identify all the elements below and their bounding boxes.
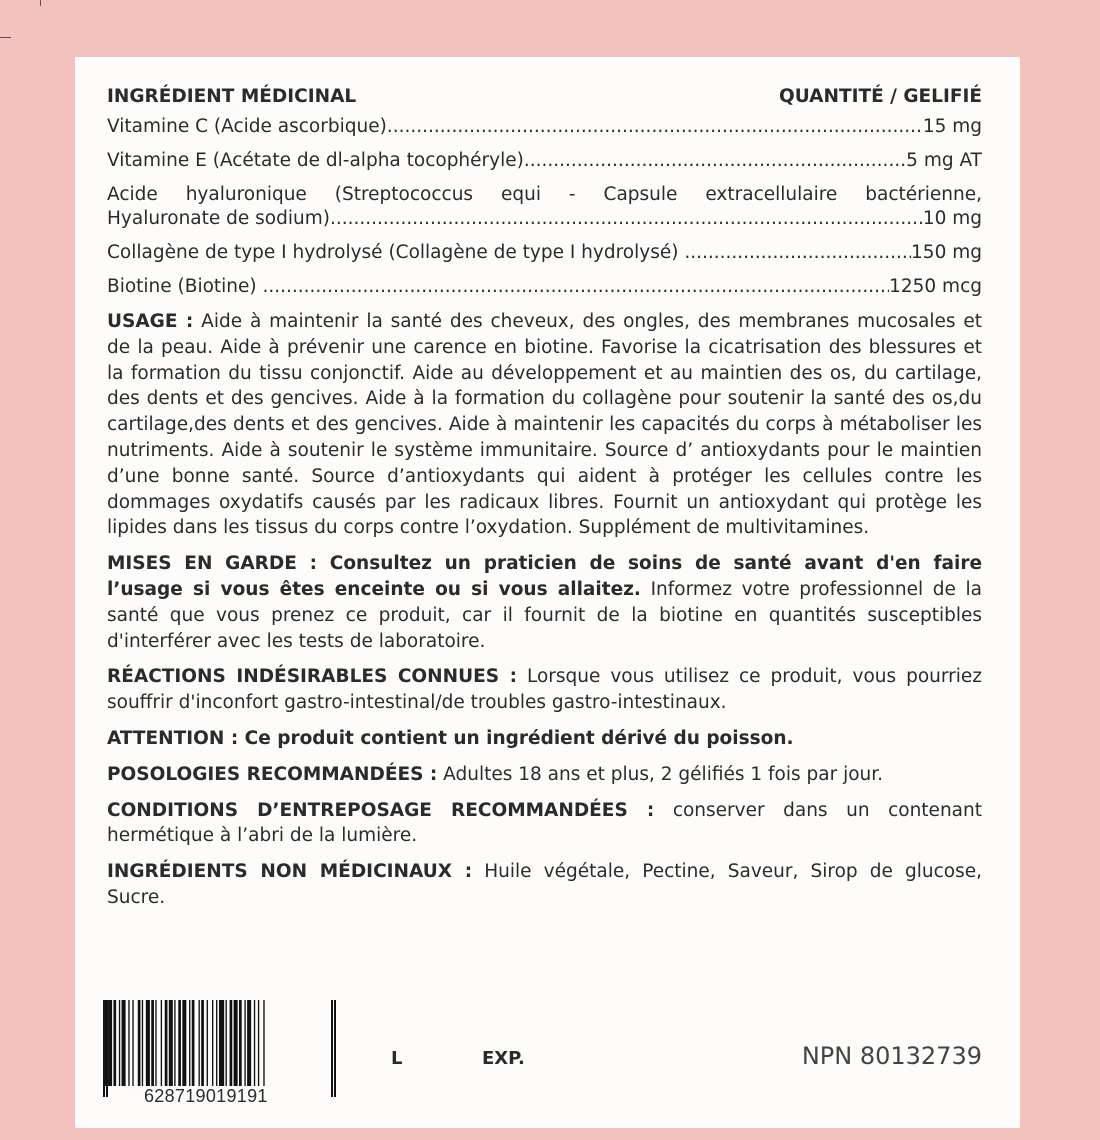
leader-dots xyxy=(263,275,890,299)
label-footer xyxy=(102,1000,982,1110)
storage-section xyxy=(107,798,982,850)
barcode-bar xyxy=(212,1000,213,1086)
non-medicinal-section xyxy=(107,859,982,911)
reactions-section xyxy=(107,664,982,716)
reactions-label: RÉACTIONS INDÉSIRABLES CONNUES : xyxy=(107,666,518,688)
barcode-number: 628719019191 xyxy=(144,1086,268,1106)
barcode-guard-bar xyxy=(219,1000,221,1097)
product-label-panel xyxy=(75,57,1020,1128)
barcode-bar xyxy=(239,1000,242,1086)
npn-number: NPN 80132739 xyxy=(801,1042,982,1070)
leader-dots xyxy=(387,115,923,139)
warnings-label: MISES EN GARDE : Consultez un praticien de soins de santé avant d'en faire l’usage si vous êtes enceinte ou si vous allaitez. xyxy=(107,553,982,600)
barcode-bar xyxy=(113,1000,116,1086)
ingredient-name: Hyaluronate de sodium) xyxy=(107,208,330,229)
non-medicinal-label: INGRÉDIENTS NON MÉDICINAUX : xyxy=(107,861,473,883)
ingredient-name: Vitamine C (Acide ascorbique) xyxy=(107,116,387,137)
reactions-text: Lorsque vous utilisez ce produit, vous pourriez souffrir d'inconfort gastro-intestinal/de troubles gastro-intestinaux. xyxy=(107,666,982,714)
barcode-bar xyxy=(207,1000,208,1086)
warnings-section xyxy=(107,551,982,654)
barcode-guard-bar xyxy=(222,1000,224,1097)
ingredient-row-biotin xyxy=(107,275,982,299)
leader-dots xyxy=(330,207,923,231)
storage-text: conserver dans un contenant hermétique à l’abri de la lumière. xyxy=(107,799,982,847)
barcode-bar xyxy=(142,1000,143,1086)
expiry-label: EXP. xyxy=(482,1048,525,1069)
barcode-bar xyxy=(146,1000,150,1086)
attention-section xyxy=(107,726,982,752)
attention-label: ATTENTION : Ce produit contient un ingrédient dérivé du poisson. xyxy=(107,727,794,749)
barcode-bar xyxy=(254,1000,255,1086)
ingredient-quantity: 150 mg xyxy=(911,242,982,263)
barcode-bar xyxy=(247,1000,251,1086)
barcode-bar xyxy=(216,1000,217,1086)
barcode-bar xyxy=(174,1000,175,1086)
usage-section xyxy=(107,309,982,541)
usage-label: USAGE : xyxy=(107,311,194,332)
lot-label: L xyxy=(391,1048,403,1069)
header-quantity: QUANTITÉ / GELIFIÉ xyxy=(778,86,982,107)
barcode-bar xyxy=(161,1000,162,1086)
ingredient-quantity: 15 mg xyxy=(922,116,982,137)
barcode-bar xyxy=(138,1000,141,1086)
barcode-bar xyxy=(128,1000,129,1086)
dosage-label: POSOLOGIES RECOMMANDÉES : xyxy=(107,763,438,785)
ingredient-row-collagen xyxy=(107,241,982,265)
ingredient-row-hyaluronic-acid xyxy=(107,183,982,231)
ingredient-quantity: 1250 mcg xyxy=(889,276,982,297)
barcode-bar xyxy=(155,1000,156,1086)
ingredient-name-line1: Acide hyaluronique (Streptococcus equi - Capsule extracellulaire bactérienne, xyxy=(107,184,982,205)
barcode-bar xyxy=(122,1000,126,1086)
warnings-text: Informez votre professionnel de la santé que vous prenez ce produit, car il fournit de la biotine en quantités susceptibles d'interférer avec les tests de laboratoire. xyxy=(107,578,982,652)
ingredient-table-header xyxy=(107,85,982,109)
ingredient-quantity: 10 mg xyxy=(922,208,982,229)
barcode-bar xyxy=(192,1000,195,1086)
dosage-text: Adultes 18 ans et plus, 2 gélifiés 1 fois par jour. xyxy=(443,763,884,785)
barcode-bar xyxy=(234,1000,238,1086)
barcode-bar xyxy=(132,1000,133,1086)
barcode-guard-bar xyxy=(106,1000,108,1097)
ingredient-quantity: 5 mg AT xyxy=(906,150,982,171)
usage-text: Aide à maintenir la santé des cheveux, des ongles, des membranes mucosales et de la peau. Aide à prévenir une carence en biotine. Favorise la cicatrisation des blessures et la formation du tissu conjonctif. Aide au développement et au maintien des os, du cartilage, des dents et des gencives. Aide à la formation du collagène pour soutenir la santé des os,du cartilage,des dents et des gencives. Aide à maintenir les capacités du corps à métaboliser les nutriments. Aide à soutenir le système immunitaire. Source d’ antioxydants pour le maintien d’une bonne santé. Source d’antioxydants qui aident à protéger les cellules contre les dommages oxydatifs causés par les radicaux libres. Fournit un antioxydant qui protège les lipides dans les tissus du corps contre l’oxydation. Supplément de multivitamines. xyxy=(107,311,982,539)
ingredient-name: Collagène de type I hydrolysé (Collagène de type I hydrolysé) xyxy=(107,242,685,263)
barcode-bar xyxy=(178,1000,181,1086)
ingredient-name: Biotine (Biotine) xyxy=(107,276,263,297)
barcode-guard-bar xyxy=(103,1000,105,1097)
storage-label: CONDITIONS D’ENTREPOSAGE RECOMMANDÉES : xyxy=(107,799,655,821)
barcode-bar xyxy=(244,1000,245,1086)
barcode-bar xyxy=(165,1000,168,1086)
barcode-bar xyxy=(230,1000,233,1086)
crop-mark-horizontal xyxy=(0,37,11,38)
barcode-guard-bar xyxy=(334,1000,336,1097)
barcode-bar xyxy=(119,1000,120,1086)
non-medicinal-text: Huile végétale, Pectine, Saveur, Sirop de glucose, Sucre. xyxy=(107,861,982,908)
ingredient-name: Vitamine E (Acétate de dl-alpha tocophéryle) xyxy=(107,150,524,171)
barcode-bar xyxy=(151,1000,154,1086)
barcode-bar xyxy=(201,1000,204,1086)
barcode-bar xyxy=(258,1000,259,1086)
barcode-bar xyxy=(169,1000,173,1086)
ingredient-row-vitamin-c xyxy=(107,115,982,139)
barcode-bar xyxy=(108,1000,112,1086)
leader-dots xyxy=(524,149,906,173)
header-ingredient: INGRÉDIENT MÉDICINAL xyxy=(107,86,357,107)
ingredient-row-vitamin-e xyxy=(107,149,982,173)
barcode-bar xyxy=(189,1000,190,1086)
dosage-section xyxy=(107,762,982,788)
barcode-bar xyxy=(263,1000,264,1086)
crop-mark-vertical xyxy=(40,0,41,6)
leader-dots xyxy=(684,241,911,265)
barcode-bar xyxy=(182,1000,186,1086)
barcode-bar xyxy=(199,1000,200,1086)
barcode-bar xyxy=(226,1000,227,1086)
barcode-guard-bar xyxy=(331,1000,333,1097)
